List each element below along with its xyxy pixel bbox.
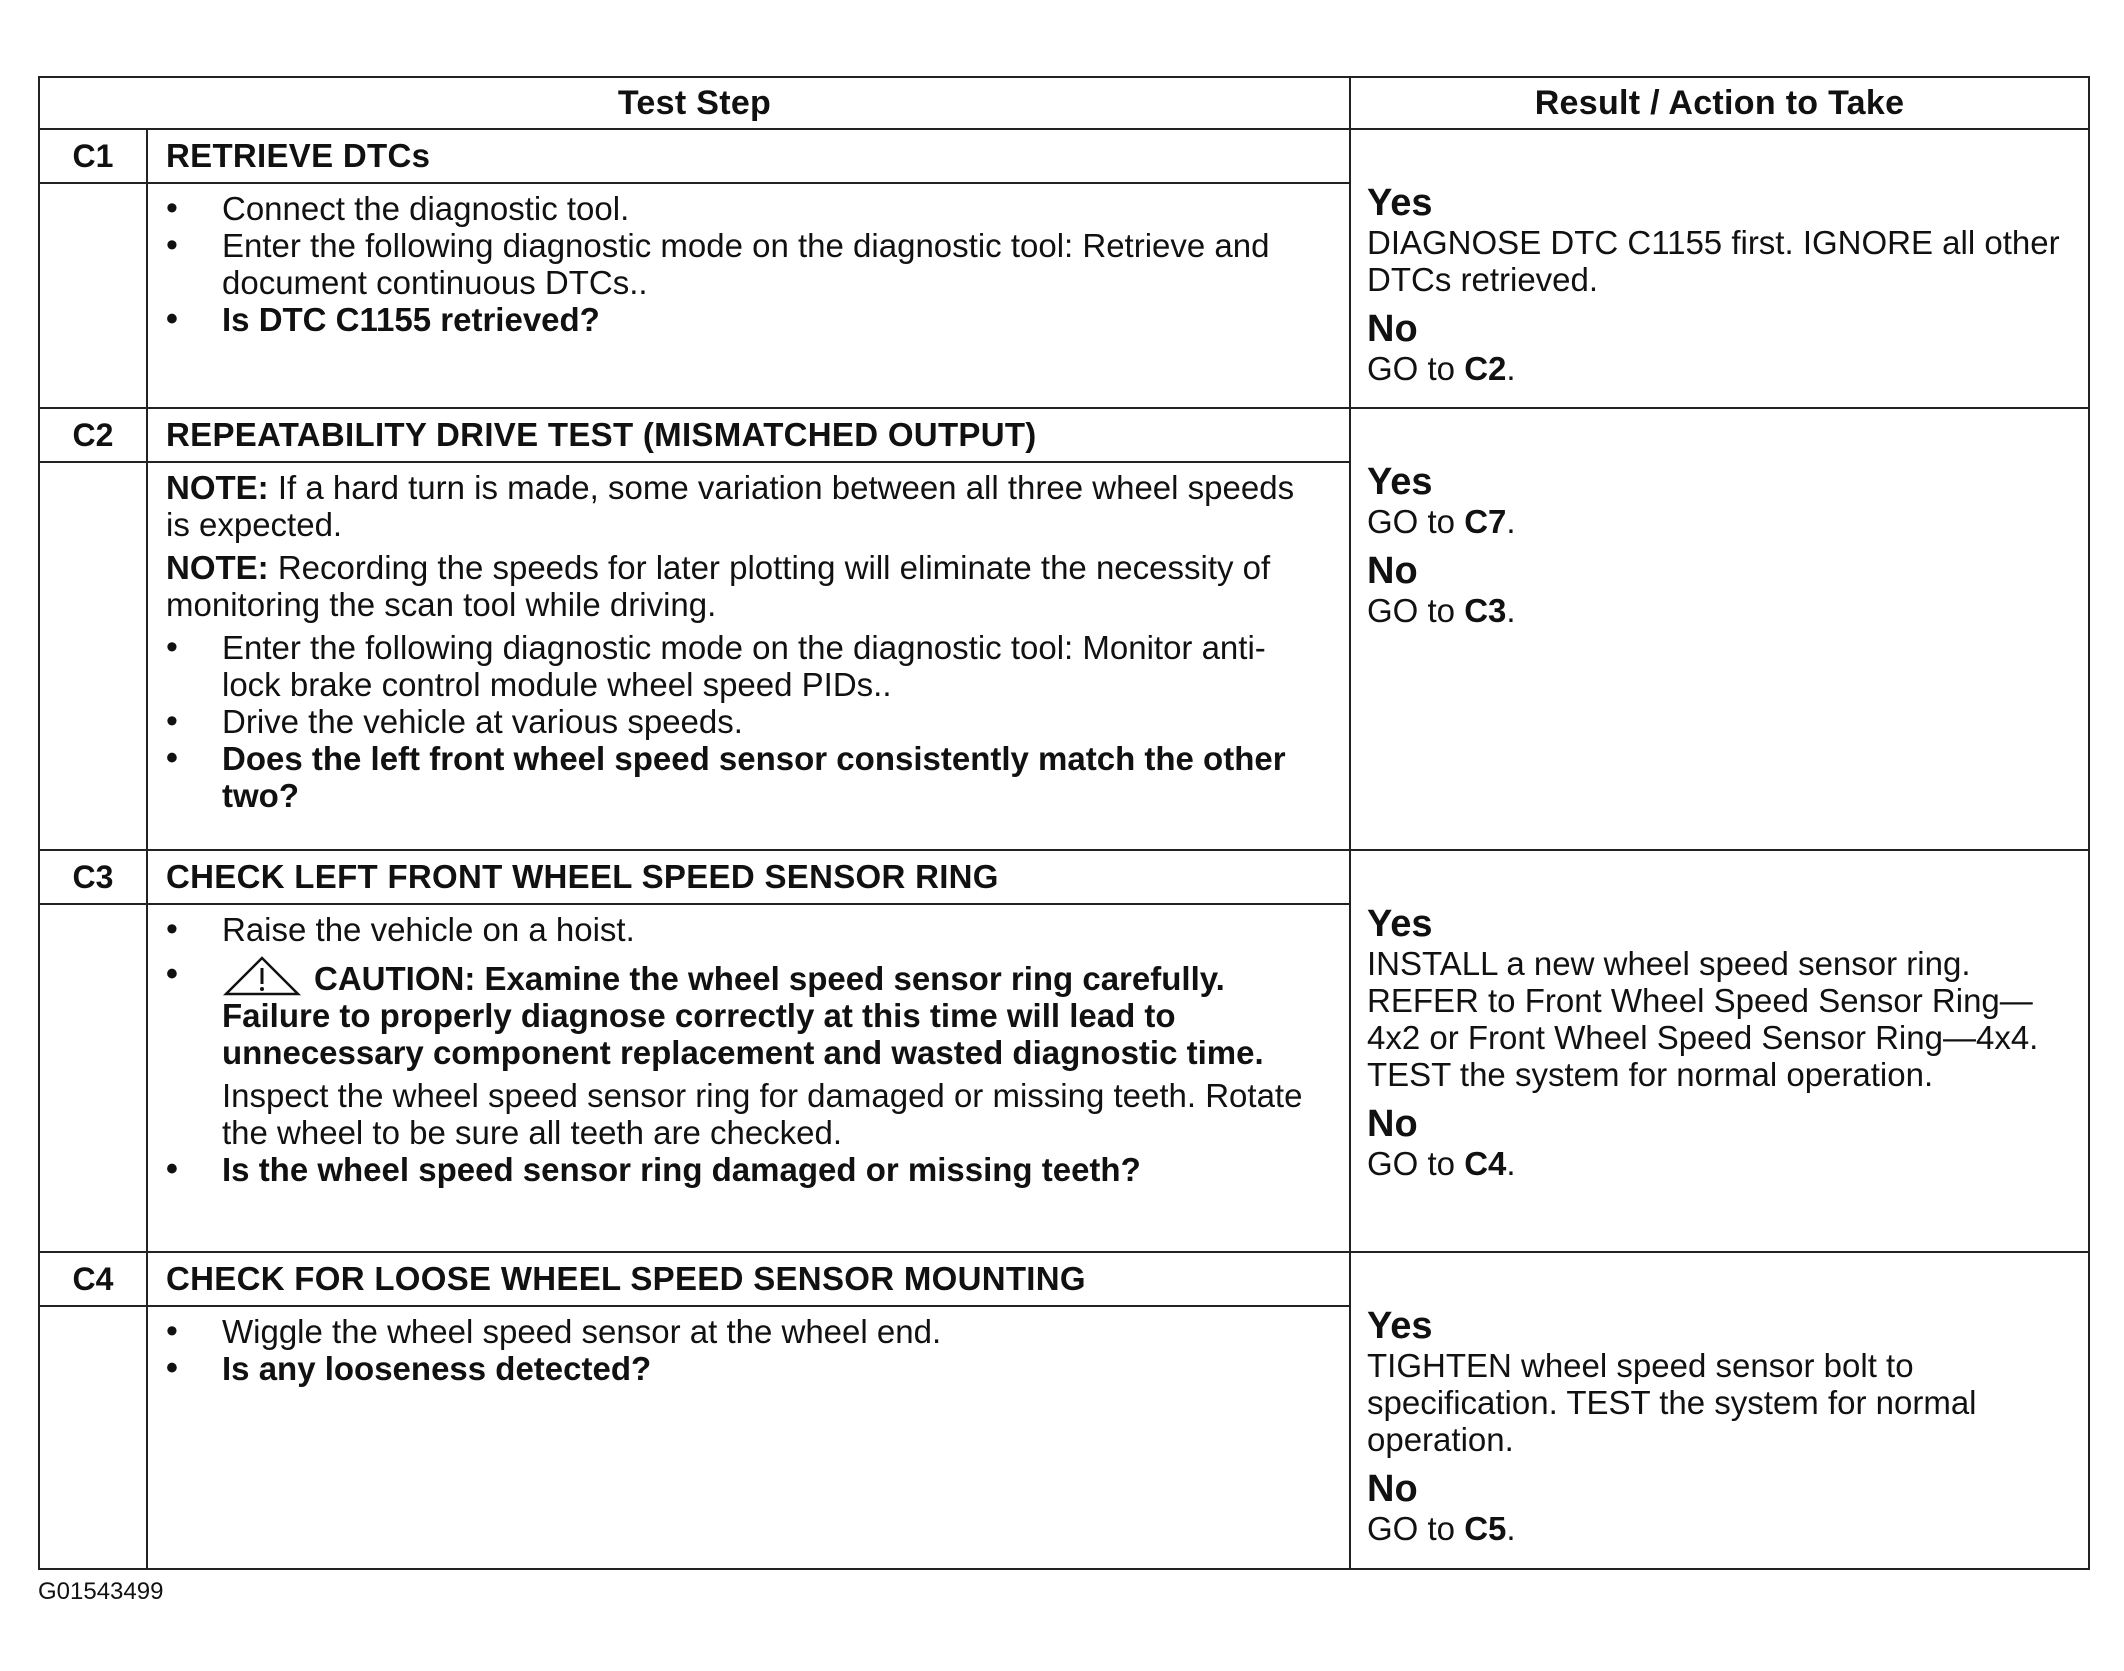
step-title-c3: CHECK LEFT FRONT WHEEL SPEED SENSOR RING bbox=[147, 850, 1350, 904]
result-no-c2 bbox=[1367, 550, 2076, 629]
step-title-row-c2 bbox=[39, 408, 2089, 462]
pinpoint-test-table bbox=[38, 76, 2090, 1570]
warning-triangle-icon bbox=[222, 956, 302, 996]
list-item-caution bbox=[166, 956, 1309, 1071]
step-title-row-c1 bbox=[39, 129, 2089, 183]
result-cell-c4 bbox=[1350, 1252, 2089, 1569]
figure-code: G01543499 bbox=[38, 1578, 164, 1605]
no-end-punct: . bbox=[1506, 1145, 1516, 1182]
step-content-c3 bbox=[147, 904, 1350, 1252]
no-go-text: GO to bbox=[1367, 1145, 1465, 1182]
step-title-c2: REPEATABILITY DRIVE TEST (MISMATCHED OUTPUT) bbox=[147, 408, 1350, 462]
step-title-row-c4 bbox=[39, 1252, 2089, 1306]
result-no-c1 bbox=[1367, 308, 2076, 387]
no-target-link[interactable]: C2 bbox=[1464, 350, 1507, 387]
no-go-text: GO to bbox=[1367, 350, 1465, 387]
yes-label: Yes bbox=[1367, 461, 1433, 503]
step-id-blank-c3 bbox=[39, 904, 147, 1252]
yes-label: Yes bbox=[1367, 903, 1433, 945]
step-id-blank-c4 bbox=[39, 1306, 147, 1569]
yes-action-text: DIAGNOSE DTC C1155 first. IGNORE all other DTCs retrieved. bbox=[1367, 224, 2060, 298]
note-label: NOTE: bbox=[166, 549, 269, 586]
no-label: No bbox=[1367, 308, 1418, 350]
yes-target-link[interactable]: C7 bbox=[1464, 503, 1507, 540]
step-id-blank-c2 bbox=[39, 462, 147, 850]
no-label: No bbox=[1367, 1103, 1418, 1145]
step-id-c1: C1 bbox=[39, 129, 147, 183]
yes-label: Yes bbox=[1367, 182, 1433, 224]
no-go-text: GO to bbox=[1367, 592, 1465, 629]
yes-end-punct: . bbox=[1506, 503, 1516, 540]
yes-action-text: INSTALL a new wheel speed sensor ring. REFER to Front Wheel Speed Sensor Ring—4x2 or Front Wheel Speed Sensor Ring—4x4. TEST the system for normal operation. bbox=[1367, 945, 2039, 1093]
no-go-text: GO to bbox=[1367, 1510, 1465, 1547]
no-target-link[interactable]: C5 bbox=[1464, 1510, 1507, 1547]
header-result-action: Result / Action to Take bbox=[1350, 77, 2089, 129]
note-1 bbox=[166, 469, 1309, 543]
result-no-c4 bbox=[1367, 1468, 2076, 1547]
result-cell-c1 bbox=[1350, 129, 2089, 408]
result-no-c3 bbox=[1367, 1103, 2076, 1182]
no-end-punct: . bbox=[1506, 1510, 1516, 1547]
list-item: • Raise the vehicle on a hoist. bbox=[166, 911, 1309, 948]
list-item: • Connect the diagnostic tool. bbox=[166, 190, 1309, 227]
step-id-c4: C4 bbox=[39, 1252, 147, 1306]
no-label: No bbox=[1367, 1468, 1418, 1510]
step-id-c2: C2 bbox=[39, 408, 147, 462]
yes-go-text: GO to bbox=[1367, 503, 1465, 540]
caution-text: CAUTION: Examine the wheel speed sensor ring carefully. Failure to properly diagnose correctly at this time will lead to unnecessary component replacement and wasted diagnostic time. bbox=[222, 960, 1264, 1071]
note-text: Recording the speeds for later plotting will eliminate the necessity of monitoring the scan tool while driving. bbox=[166, 549, 1271, 623]
no-label: No bbox=[1367, 550, 1418, 592]
step-content-c2 bbox=[147, 462, 1350, 850]
step-content-c4 bbox=[147, 1306, 1350, 1569]
result-yes-c2 bbox=[1367, 461, 2076, 540]
note-2 bbox=[166, 549, 1309, 623]
list-item: • Wiggle the wheel speed sensor at the wheel end. bbox=[166, 1313, 1309, 1350]
result-yes-c4 bbox=[1367, 1305, 2076, 1458]
result-cell-c3 bbox=[1350, 850, 2089, 1252]
step-title-row-c3 bbox=[39, 850, 2089, 904]
list-item-question: • Is the wheel speed sensor ring damaged or missing teeth? bbox=[166, 1151, 1309, 1188]
list-item: • Enter the following diagnostic mode on the diagnostic tool: Monitor anti-lock brake control module wheel speed PIDs.. bbox=[166, 629, 1309, 703]
inspect-text: Inspect the wheel speed sensor ring for damaged or missing teeth. Rotate the wheel to be sure all teeth are checked. bbox=[222, 1077, 1303, 1151]
no-target-link[interactable]: C4 bbox=[1464, 1145, 1507, 1182]
result-cell-c2 bbox=[1350, 408, 2089, 850]
diagnostic-table-sheet bbox=[38, 76, 2088, 1570]
list-item-question: • Does the left front wheel speed sensor consistently match the other two? bbox=[166, 740, 1309, 814]
yes-action-text: TIGHTEN wheel speed sensor bolt to specification. TEST the system for normal operation. bbox=[1367, 1347, 1977, 1458]
step-title-c4: CHECK FOR LOOSE WHEEL SPEED SENSOR MOUNTING bbox=[147, 1252, 1350, 1306]
header-test-step: Test Step bbox=[39, 77, 1350, 129]
list-item: • Drive the vehicle at various speeds. bbox=[166, 703, 1309, 740]
result-yes-c3 bbox=[1367, 903, 2076, 1093]
table-header-row bbox=[39, 77, 2089, 129]
list-item-question: • Is DTC C1155 retrieved? bbox=[166, 301, 1309, 338]
note-label: NOTE: bbox=[166, 469, 269, 506]
yes-label: Yes bbox=[1367, 1305, 1433, 1347]
no-target-link[interactable]: C3 bbox=[1464, 592, 1507, 629]
list-item-question: • Is any looseness detected? bbox=[166, 1350, 1309, 1387]
step-id-blank-c1 bbox=[39, 183, 147, 408]
result-yes-c1 bbox=[1367, 182, 2076, 298]
step-content-c1 bbox=[147, 183, 1350, 408]
step-id-c3: C3 bbox=[39, 850, 147, 904]
no-end-punct: . bbox=[1506, 592, 1516, 629]
list-item: • Enter the following diagnostic mode on the diagnostic tool: Retrieve and document continuous DTCs.. bbox=[166, 227, 1309, 301]
note-text: If a hard turn is made, some variation between all three wheel speeds is expected. bbox=[166, 469, 1295, 543]
no-end-punct: . bbox=[1506, 350, 1516, 387]
step-title-c1: RETRIEVE DTCs bbox=[147, 129, 1350, 183]
